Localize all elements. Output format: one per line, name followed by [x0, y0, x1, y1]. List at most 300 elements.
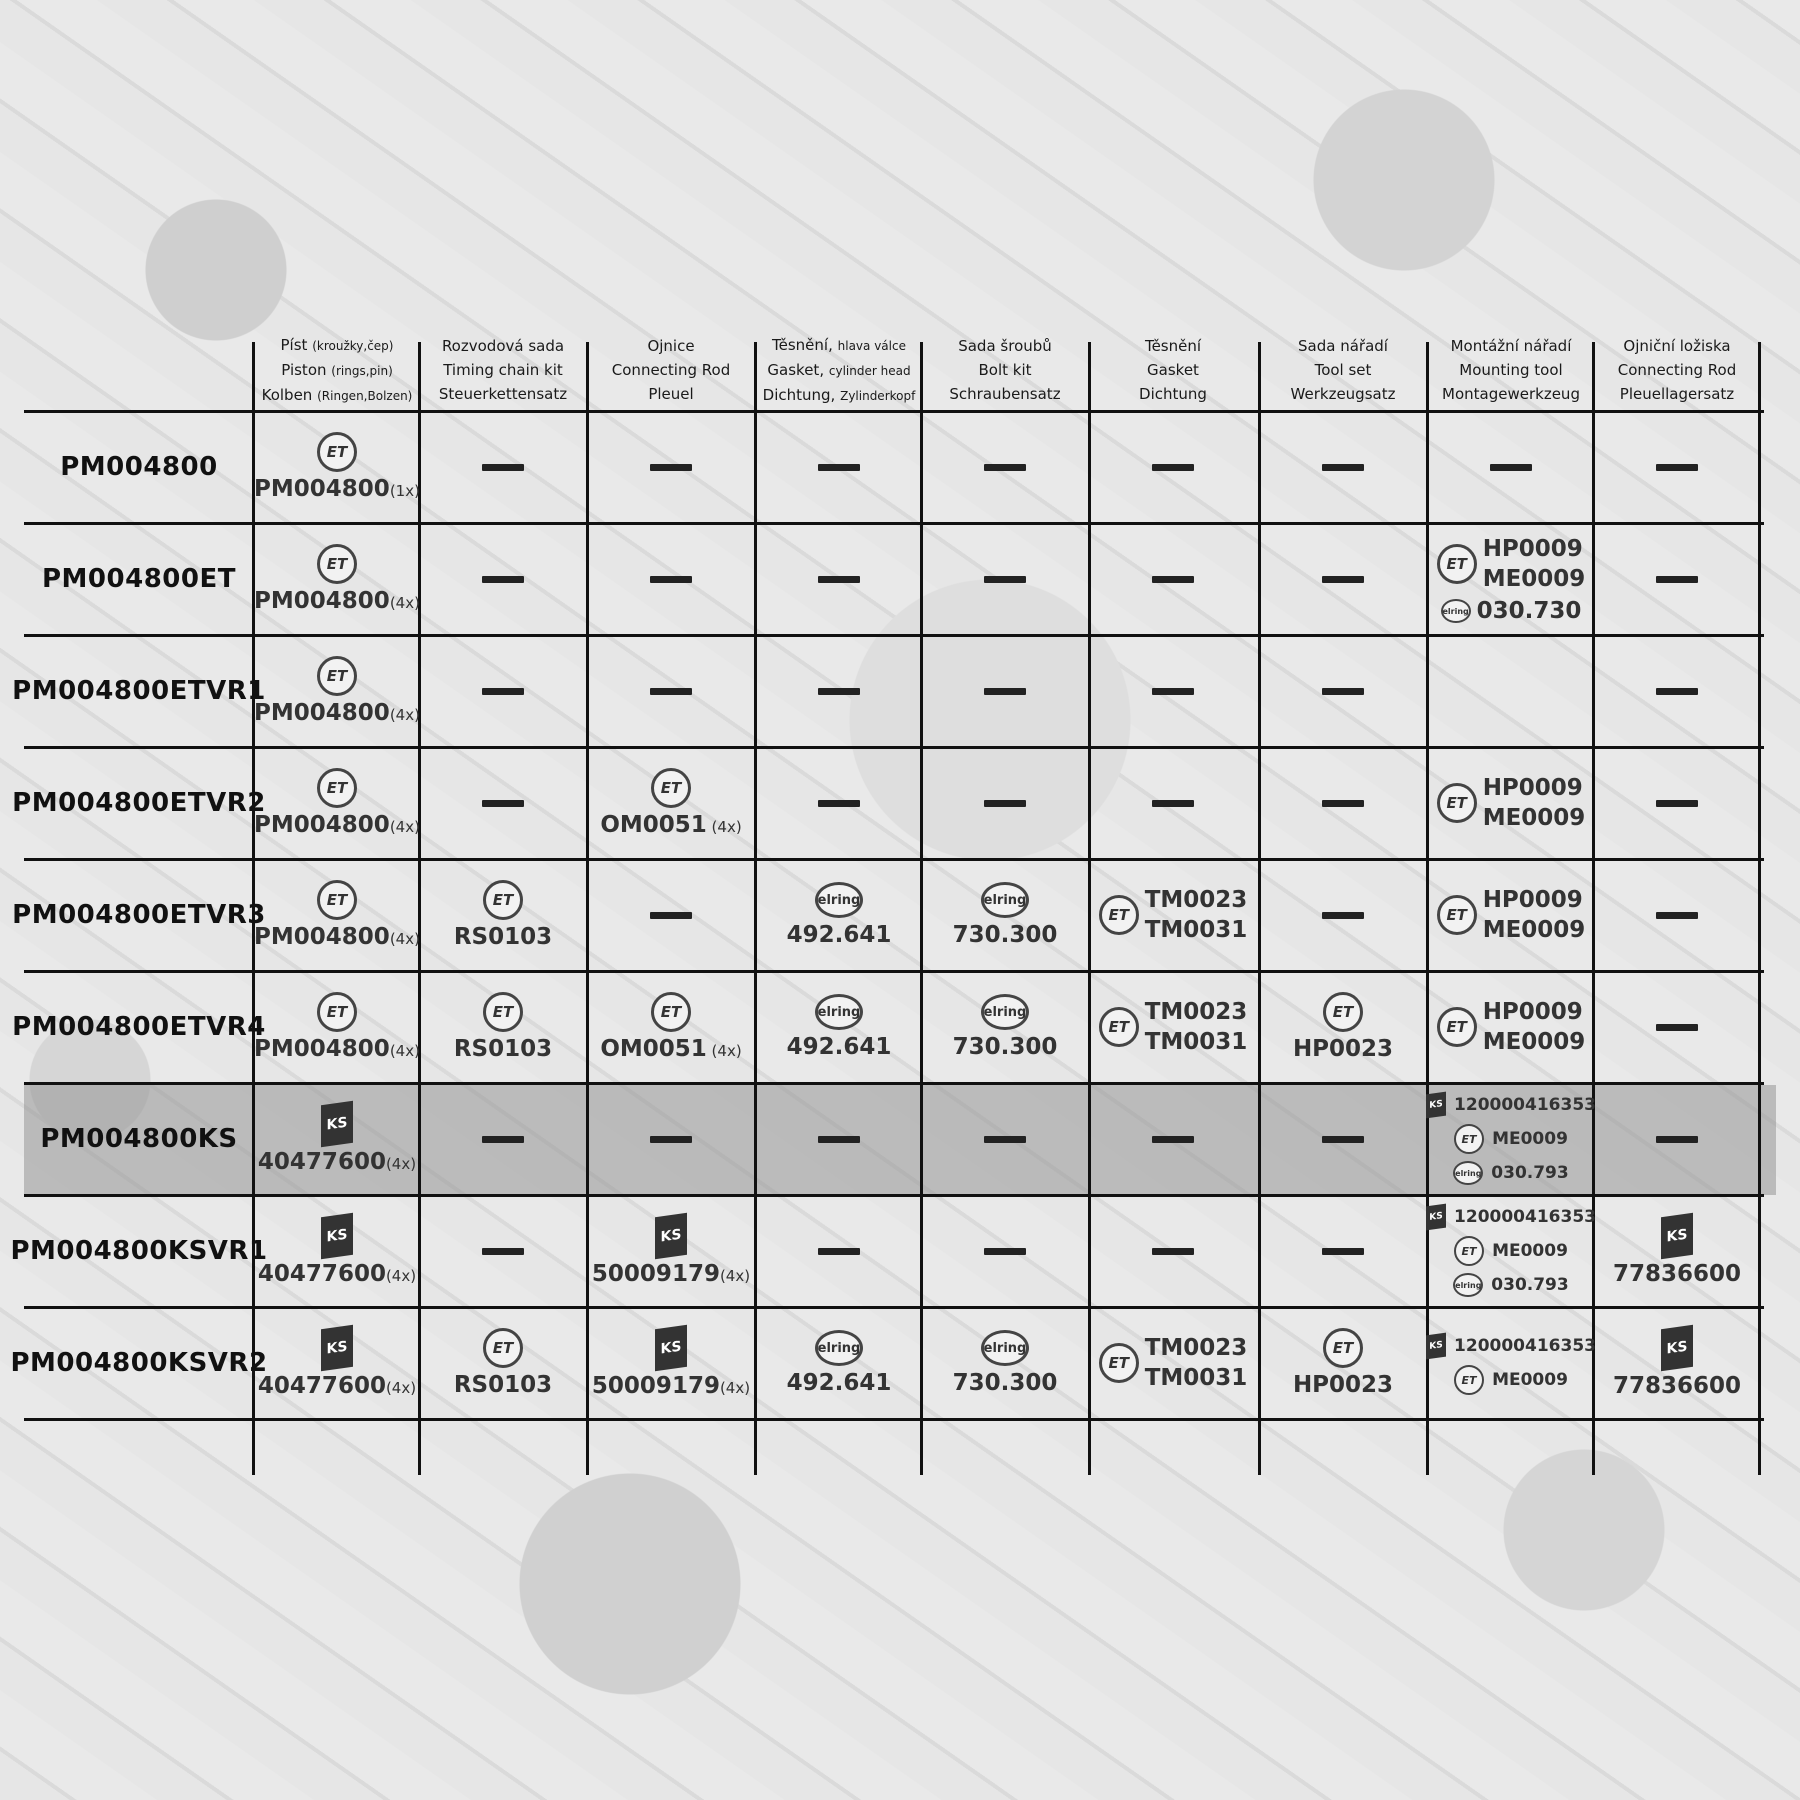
- header-subtext: (rings,pin): [331, 363, 393, 378]
- part-number-text: ME0009: [1482, 805, 1586, 831]
- ks-logo-icon: KS: [655, 1325, 687, 1371]
- grid-hline: [24, 1418, 1764, 1421]
- table-cell: [588, 1085, 754, 1193]
- table-cell: [1594, 525, 1760, 633]
- header-text: Pleuel: [648, 385, 694, 403]
- table-cell: [1428, 1197, 1594, 1305]
- table-cell: [420, 637, 586, 745]
- part-number: [454, 1036, 552, 1062]
- elring-logo-icon: elring: [981, 1330, 1029, 1366]
- table-cell: [1594, 637, 1760, 745]
- header-text: Píst: [280, 335, 308, 354]
- table-cell: [1260, 749, 1426, 857]
- product-code: PM004800KS: [40, 1124, 238, 1154]
- header-line: [281, 333, 394, 358]
- table-cell: [756, 749, 922, 857]
- header-line: [767, 358, 910, 383]
- dash-mark: [1656, 1136, 1698, 1143]
- part-number-text: TM0031: [1144, 1365, 1248, 1391]
- part-number-text: PM004800: [254, 588, 390, 614]
- header-line: [949, 382, 1060, 406]
- part-number-text: TM0031: [1144, 917, 1248, 943]
- dash-mark: [482, 1248, 524, 1255]
- dash-mark: [818, 800, 860, 807]
- table-cell: [1090, 637, 1256, 745]
- elring-logo-icon: elring: [981, 882, 1029, 918]
- table-cell: [1260, 525, 1426, 633]
- table-cell: [588, 1309, 754, 1417]
- ks-logo-icon: KS: [1426, 1092, 1446, 1119]
- part-number-text: RS0103: [453, 1036, 553, 1062]
- header-line: [1623, 334, 1730, 358]
- header-text: Piston: [281, 360, 327, 379]
- table-cell: [1428, 1309, 1594, 1417]
- part-quantity: (4x): [389, 930, 420, 948]
- table-cell: [254, 861, 420, 969]
- part-number-text: PM004800: [254, 1036, 390, 1062]
- part-number-text: 492.641: [786, 1370, 892, 1396]
- product-code: PM004800ETVR2: [12, 788, 266, 818]
- column-header: [922, 330, 1088, 410]
- header-line: [1145, 334, 1201, 358]
- product-code: PM004800ETVR3: [12, 900, 266, 930]
- header-line: [958, 334, 1052, 358]
- part-quantity: (4x): [706, 818, 742, 836]
- table-cell: [1594, 1085, 1760, 1193]
- elring-logo-icon: elring: [1453, 1273, 1483, 1297]
- table-cell: [1428, 413, 1594, 521]
- header-text: Sada nářadí: [1298, 337, 1388, 355]
- header-subtext: Zylinderkopf: [840, 388, 916, 403]
- part-quantity: (4x): [389, 706, 420, 724]
- table-cell: [1090, 413, 1256, 521]
- header-subtext: hlava válce: [837, 338, 906, 353]
- column-header: [756, 330, 922, 410]
- column-header: [254, 330, 420, 410]
- header-text: Connecting Rod: [1617, 361, 1737, 379]
- table-cell: [420, 1309, 586, 1417]
- part-number-text: ME0009: [1482, 917, 1586, 943]
- part-number: [787, 1034, 892, 1060]
- header-line: [262, 383, 413, 408]
- header-text: Dichtung: [1139, 385, 1207, 403]
- header-line: [1459, 358, 1562, 382]
- part-mini-row: [1426, 1200, 1596, 1234]
- header-line: [612, 358, 730, 382]
- dash-mark: [1322, 464, 1364, 471]
- part-number-text: OM0051: [600, 1036, 707, 1062]
- et-logo-icon: ET: [1437, 1007, 1477, 1047]
- header-line: [442, 334, 564, 358]
- table-cell: [922, 1197, 1088, 1305]
- column-header: [588, 330, 754, 410]
- elring-logo-icon: elring: [815, 882, 863, 918]
- header-line: [1620, 382, 1734, 406]
- part-pair: [1099, 885, 1248, 945]
- part-number: [600, 812, 741, 838]
- part-quantity: (4x): [385, 1267, 417, 1285]
- header-text: Gasket: [1147, 361, 1199, 379]
- table-cell: [254, 1309, 420, 1417]
- header-text: Steuerkettensatz: [438, 385, 568, 403]
- table-cell: [1594, 861, 1760, 969]
- part-quantity: (4x): [706, 1042, 742, 1060]
- dash-mark: [482, 800, 524, 807]
- et-logo-icon: ET: [1099, 1343, 1139, 1383]
- column-header: [420, 330, 586, 410]
- header-text: Gasket,: [767, 360, 825, 379]
- part-number: [254, 1036, 420, 1062]
- header-line: [1147, 358, 1199, 382]
- table-cell: [1594, 1309, 1760, 1417]
- dash-mark: [984, 576, 1026, 583]
- part-number: [254, 476, 420, 502]
- header-text: Těsnění,: [772, 335, 833, 354]
- table-cell: [588, 525, 754, 633]
- ks-logo-icon: KS: [655, 1213, 687, 1259]
- header-text: Montážní nářadí: [1450, 337, 1572, 355]
- table-cell: [1260, 413, 1426, 521]
- table-cell: [1428, 973, 1594, 1081]
- part-mini-row: [1426, 1329, 1596, 1363]
- table-cell: [254, 1197, 420, 1305]
- et-logo-icon: ET: [483, 992, 523, 1032]
- dash-mark: [818, 1136, 860, 1143]
- dash-mark: [1152, 800, 1194, 807]
- header-line: [1442, 382, 1580, 406]
- table-cell: [756, 861, 922, 969]
- et-logo-icon: ET: [1099, 1007, 1139, 1047]
- dash-mark: [984, 800, 1026, 807]
- part-number-text: 50009179: [591, 1261, 720, 1287]
- et-logo-icon: ET: [651, 768, 691, 808]
- part-number-text: 120000416353: [1454, 1095, 1596, 1115]
- part-number-text: 730.300: [952, 922, 1058, 948]
- dash-mark: [984, 1136, 1026, 1143]
- header-line: [772, 333, 906, 358]
- table-cell: [254, 1085, 420, 1193]
- header-line: [647, 334, 694, 358]
- part-pair: [1099, 997, 1248, 1057]
- table-cell: [1090, 525, 1256, 633]
- part-quantity: (4x): [389, 1042, 420, 1060]
- ks-logo-icon: KS: [321, 1325, 353, 1371]
- dash-mark: [650, 1136, 692, 1143]
- header-subtext: (kroužky,čep): [312, 338, 394, 353]
- table-cell: [254, 413, 420, 521]
- dash-mark: [1656, 688, 1698, 695]
- part-number: [254, 812, 420, 838]
- table-cell: [922, 973, 1088, 1081]
- table-cell: [756, 413, 922, 521]
- dash-mark: [482, 576, 524, 583]
- part-number-text: 030.793: [1491, 1275, 1569, 1295]
- part-mini-row: [1426, 1088, 1596, 1122]
- table-cell: [254, 525, 420, 633]
- header-text: Kolben: [261, 385, 313, 404]
- part-number: [600, 1036, 741, 1062]
- part-number-text: 492.641: [786, 1034, 892, 1060]
- dash-mark: [1152, 464, 1194, 471]
- part-number-text: TM0031: [1144, 1029, 1248, 1055]
- et-logo-icon: ET: [1454, 1124, 1484, 1154]
- header-text: Mounting tool: [1459, 361, 1563, 379]
- part-number-text: TM0023: [1144, 1335, 1248, 1361]
- table-cell: [756, 525, 922, 633]
- table-cell: [1260, 861, 1426, 969]
- part-quantity: (1x): [389, 482, 420, 500]
- header-line: [763, 383, 916, 408]
- table-cell: [1594, 749, 1760, 857]
- dash-mark: [818, 688, 860, 695]
- part-pair: [1441, 598, 1582, 624]
- ks-logo-icon: KS: [1661, 1325, 1693, 1371]
- elring-logo-icon: elring: [981, 994, 1029, 1030]
- part-mini-row: [1454, 1234, 1568, 1268]
- part-number: [254, 700, 420, 726]
- dash-mark: [984, 464, 1026, 471]
- table-cell: [254, 749, 420, 857]
- part-number-text: ME0009: [1492, 1370, 1568, 1390]
- part-stack: [1145, 997, 1248, 1057]
- table-cell: [1594, 1197, 1760, 1305]
- part-number-text: 77836600: [1612, 1373, 1742, 1399]
- et-logo-icon: ET: [1454, 1236, 1484, 1266]
- table-cell: [588, 637, 754, 745]
- table-cell: [420, 525, 586, 633]
- part-pair: [1099, 1333, 1248, 1393]
- header-text: Schraubensatz: [949, 385, 1061, 403]
- part-number-text: ME0009: [1492, 1129, 1568, 1149]
- part-pair: [1437, 534, 1586, 594]
- part-number: [454, 924, 552, 950]
- table-cell: [1090, 861, 1256, 969]
- product-code: PM004800ETVR1: [12, 676, 266, 706]
- part-quantity: (4x): [385, 1155, 417, 1173]
- header-text: Těsnění: [1144, 337, 1202, 355]
- part-quantity: (4x): [719, 1267, 751, 1285]
- header-line: [1139, 382, 1207, 406]
- elring-logo-icon: elring: [1441, 599, 1471, 623]
- product-code: PM004800: [60, 452, 218, 482]
- header-subtext: cylinder head: [828, 363, 911, 378]
- et-logo-icon: ET: [317, 656, 357, 696]
- part-number-text: 120000416353: [1454, 1336, 1596, 1356]
- table-cell: [1428, 861, 1594, 969]
- table-cell: [756, 973, 922, 1081]
- part-stack: [1145, 885, 1248, 945]
- column-header: [1594, 330, 1760, 410]
- et-logo-icon: ET: [317, 544, 357, 584]
- part-number-text: ME0009: [1482, 1029, 1586, 1055]
- dash-mark: [1656, 464, 1698, 471]
- table-cell: [588, 973, 754, 1081]
- part-number-text: HP0023: [1292, 1372, 1394, 1398]
- part-number-text: HP0009: [1482, 999, 1583, 1025]
- et-logo-icon: ET: [1437, 544, 1477, 584]
- product-code: PM004800KSVR2: [10, 1348, 268, 1378]
- et-logo-icon: ET: [1437, 895, 1477, 935]
- table-cell: [1594, 413, 1760, 521]
- column-header: [1428, 330, 1594, 410]
- et-logo-icon: ET: [1323, 992, 1363, 1032]
- part-quantity: (4x): [719, 1379, 751, 1397]
- dash-mark: [650, 576, 692, 583]
- table-cell: [756, 637, 922, 745]
- dash-mark: [1322, 800, 1364, 807]
- table-cell: [254, 637, 420, 745]
- part-number: [787, 922, 892, 948]
- header-line: [1298, 334, 1388, 358]
- table-cell: [756, 1197, 922, 1305]
- table-cell: [1260, 1085, 1426, 1193]
- part-stack: [1483, 885, 1586, 945]
- header-line: [281, 358, 393, 383]
- header-text: Pleuellagersatz: [1619, 385, 1735, 403]
- part-number-text: 40477600: [257, 1149, 386, 1175]
- part-number-text: ME0009: [1482, 566, 1586, 592]
- table-cell: [588, 1197, 754, 1305]
- table-cell: [420, 1085, 586, 1193]
- dash-mark: [1656, 800, 1698, 807]
- dash-mark: [482, 464, 524, 471]
- product-code: PM004800KSVR1: [10, 1236, 268, 1266]
- table-cell: [1260, 973, 1426, 1081]
- part-quantity: (4x): [385, 1379, 417, 1397]
- table-cell: [1428, 1085, 1594, 1193]
- part-number-text: HP0009: [1482, 536, 1583, 562]
- dash-mark: [482, 688, 524, 695]
- header-line: [1451, 334, 1572, 358]
- table-cell: [1090, 1309, 1256, 1417]
- et-logo-icon: ET: [317, 880, 357, 920]
- table-cell: [1428, 749, 1594, 857]
- table-cell: [922, 413, 1088, 521]
- et-logo-icon: ET: [1099, 895, 1139, 935]
- part-mini-row: [1453, 1268, 1568, 1302]
- part-number-text: 40477600: [257, 1261, 386, 1287]
- part-number: [258, 1373, 416, 1399]
- dash-mark: [818, 464, 860, 471]
- table-cell: [756, 1309, 922, 1417]
- part-pair: [1437, 997, 1586, 1057]
- dash-mark: [1322, 912, 1364, 919]
- table-cell: [1090, 973, 1256, 1081]
- part-stack: [1483, 773, 1586, 833]
- column-header: [1260, 330, 1426, 410]
- table-cell: [756, 1085, 922, 1193]
- part-number-text: TM0023: [1144, 999, 1248, 1025]
- part-number: [454, 1372, 552, 1398]
- part-mini-row: [1454, 1363, 1568, 1397]
- table-cell: [1428, 525, 1594, 633]
- part-number-text: OM0051: [600, 812, 707, 838]
- part-mini-row: [1453, 1156, 1568, 1190]
- table-cell: [1090, 1197, 1256, 1305]
- ks-logo-icon: KS: [1426, 1333, 1446, 1360]
- header-line: [978, 358, 1031, 382]
- table-cell: [922, 1085, 1088, 1193]
- dash-mark: [1656, 576, 1698, 583]
- part-number-text: 492.641: [786, 922, 892, 948]
- table-cell: [420, 749, 586, 857]
- table-cell: [922, 1309, 1088, 1417]
- table-cell: [922, 637, 1088, 745]
- part-number: [953, 1034, 1058, 1060]
- table-cell: [420, 973, 586, 1081]
- header-text: Ojnice: [647, 337, 695, 355]
- dash-mark: [482, 1136, 524, 1143]
- part-number-text: PM004800: [254, 812, 390, 838]
- dash-mark: [1322, 688, 1364, 695]
- et-logo-icon: ET: [1437, 783, 1477, 823]
- table-cell: [420, 413, 586, 521]
- part-stack: [1483, 534, 1586, 594]
- dash-mark: [1322, 576, 1364, 583]
- table-cell: [1260, 1197, 1426, 1305]
- dash-mark: [1152, 1136, 1194, 1143]
- header-line: [439, 382, 567, 406]
- table-cell: [1260, 1309, 1426, 1417]
- table-cell: [420, 1197, 586, 1305]
- dash-mark: [650, 464, 692, 471]
- part-number-text: RS0103: [453, 924, 553, 950]
- header-text: Connecting Rod: [611, 361, 731, 379]
- part-number: [592, 1261, 750, 1287]
- elring-logo-icon: elring: [815, 1330, 863, 1366]
- table-cell: [588, 861, 754, 969]
- dash-mark: [1490, 464, 1532, 471]
- dash-mark: [818, 576, 860, 583]
- part-number: [1613, 1373, 1741, 1399]
- header-text: Tool set: [1314, 361, 1372, 379]
- ks-logo-icon: KS: [321, 1213, 353, 1259]
- table-cell: [1260, 637, 1426, 745]
- part-number-text: PM004800: [254, 924, 390, 950]
- header-line: [1618, 358, 1736, 382]
- dash-mark: [1152, 576, 1194, 583]
- part-number-text: 030.793: [1491, 1163, 1569, 1183]
- part-number-text: HP0023: [1292, 1036, 1394, 1062]
- header-line: [443, 358, 563, 382]
- header-text: Timing chain kit: [443, 361, 563, 379]
- part-number-text: 120000416353: [1454, 1207, 1596, 1227]
- part-number-text: 730.300: [952, 1370, 1058, 1396]
- header-line: [648, 382, 693, 406]
- part-quantity: (4x): [389, 818, 420, 836]
- dash-mark: [650, 912, 692, 919]
- elring-logo-icon: elring: [1453, 1161, 1483, 1185]
- header-text: Montagewerkzeug: [1442, 385, 1580, 403]
- dash-mark: [1656, 1024, 1698, 1031]
- header-text: Ojniční ložiska: [1623, 337, 1731, 355]
- table-cell: [1090, 749, 1256, 857]
- header-line: [1315, 358, 1372, 382]
- part-number-text: RS0103: [453, 1372, 553, 1398]
- part-number: [953, 1370, 1058, 1396]
- dash-mark: [1322, 1248, 1364, 1255]
- part-number-text: ME0009: [1492, 1241, 1568, 1261]
- dash-mark: [1152, 1248, 1194, 1255]
- et-logo-icon: ET: [317, 432, 357, 472]
- dash-mark: [818, 1248, 860, 1255]
- et-logo-icon: ET: [483, 1328, 523, 1368]
- table-cell: [1090, 1085, 1256, 1193]
- part-number: [1293, 1372, 1393, 1398]
- header-line: [1291, 382, 1396, 406]
- part-stack: [1145, 1333, 1248, 1393]
- ks-logo-icon: KS: [1426, 1204, 1446, 1231]
